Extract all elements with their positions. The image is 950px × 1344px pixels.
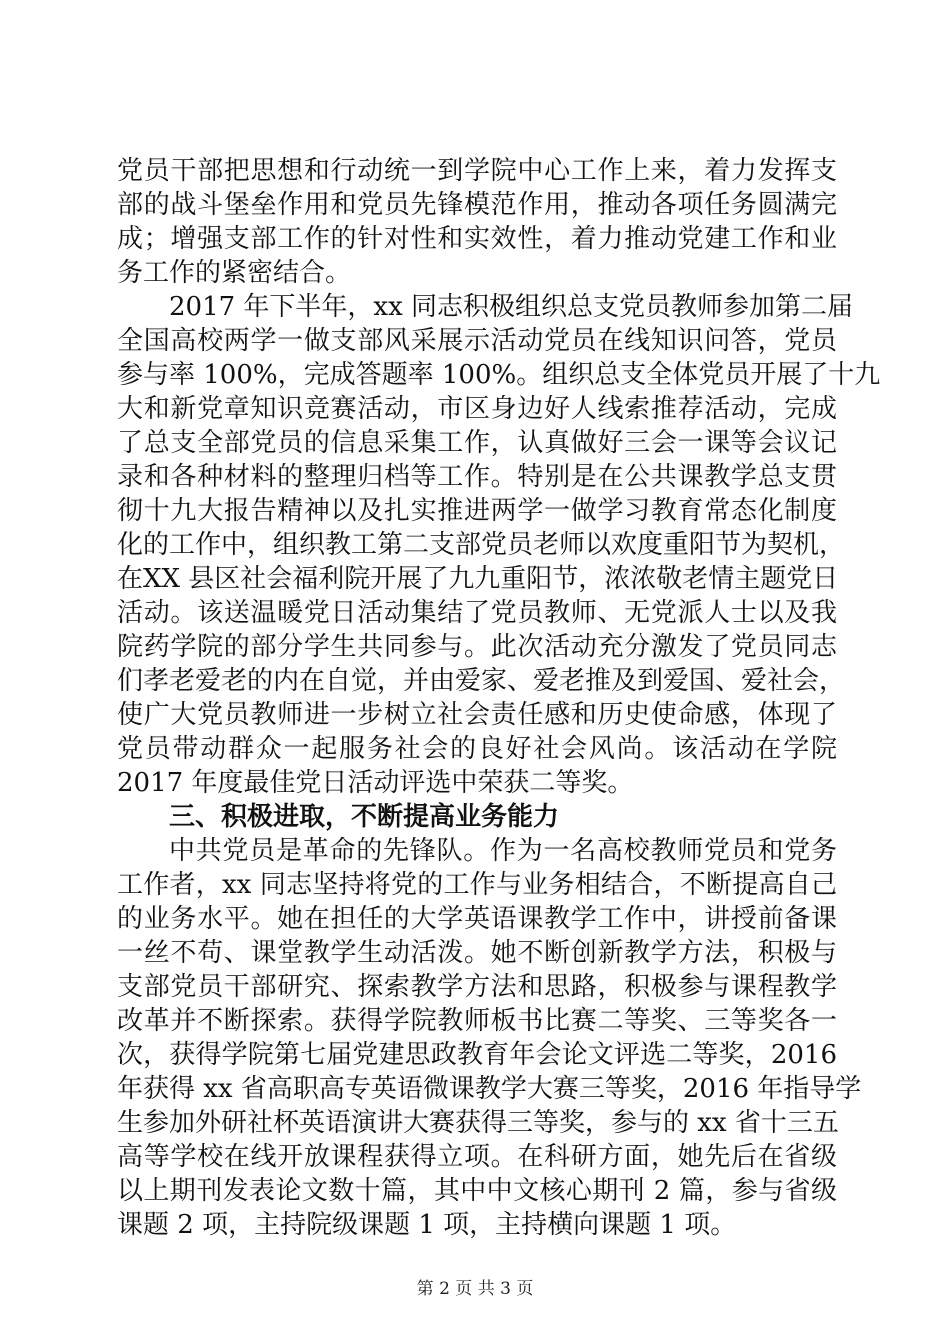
text-line: 大和新党章知识竞赛活动，市区身边好人线索推荐活动，完成 [117,394,837,424]
text-line: 录和各种材料的整理归档等工作。特别是在公共课教学总支贯 [117,462,837,492]
text-line: 生参加外研社杯英语演讲大赛获得三等奖，参与的 xx 省十三五 [117,1108,839,1138]
text-line: 课题 2 项，主持院级课题 1 项，主持横向课题 1 项。 [117,1210,737,1240]
section-heading: 三、积极进取，不断提高业务能力 [169,802,560,832]
text-line: 参与率 100%，完成答题率 100%。组织总支全体党员开展了十九 [117,360,881,390]
text-line: 工作者，xx 同志坚持将党的工作与业务相结合，不断提高自己 [117,870,837,900]
paragraph-2 [117,290,881,800]
text-line: 院药学院的部分学生共同参与。此次活动充分激发了党员同志 [117,632,837,662]
text-line: 改革并不断探索。获得学院教师板书比赛二等奖、三等奖各一 [117,1006,837,1036]
text-line: 部的战斗堡垒作用和党员先锋模范作用，推动各项任务圆满完 [117,190,837,220]
text-line: 年获得 xx 省高职高专英语微课教学大赛三等奖，2016 年指导学 [117,1074,862,1104]
text-line: 中共党员是革命的先锋队。作为一名高校教师党员和党务 [169,836,837,866]
document-body [117,154,881,1242]
text-line: 以上期刊发表论文数十篇，其中中文核心期刊 2 篇，参与省级 [117,1176,837,1206]
text-line: 支部党员干部研究、探索教学方法和思路，积极参与课程教学 [117,972,837,1002]
text-line: 的业务水平。她在担任的大学英语课教学工作中，讲授前备课 [117,904,837,934]
text-line: 党员带动群众一起服务社会的良好社会风尚。该活动在学院 [117,734,837,764]
text-line: 了总支全部党员的信息采集工作，认真做好三会一课等会议记 [117,428,837,458]
text-line: 全国高校两学一做支部风采展示活动党员在线知识问答，党员 [117,326,837,356]
page-footer: 第 2 页 共 3 页 [416,1279,534,1299]
text-line: 务工作的紧密结合。 [117,258,352,288]
text-line: 们孝老爱老的内在自觉，并由爱家、爱老推及到爱国、爱社会， [117,666,846,696]
paragraph-1 [117,154,837,290]
text-line: 次，获得学院第七届党建思政教育年会论文评选二等奖，2016 [117,1040,837,1070]
text-line: 高等学校在线开放课程获得立项。在科研方面，她先后在省级 [117,1142,837,1172]
text-line: 彻十九大报告精神以及扎实推进两学一做学习教育常态化制度 [117,496,837,526]
text-line: 在XX 县区社会福利院开展了九九重阳节，浓浓敬老情主题党日 [117,564,839,594]
text-line: 2017 年下半年，xx 同志积极组织总支党员教师参加第二届 [169,292,854,322]
text-line: 成；增强支部工作的针对性和实效性，着力推动党建工作和业 [117,224,837,254]
text-line: 2017 年度最佳党日活动评选中荣获二等奖。 [117,768,634,798]
text-line: 使广大党员教师进一步树立社会责任感和历史使命感，体现了 [117,700,837,730]
text-line: 一丝不苟、课堂教学生动活泼。她不断创新教学方法，积极与 [117,938,837,968]
text-line: 活动。该送温暖党日活动集结了党员教师、无党派人士以及我 [117,598,837,628]
paragraph-3 [117,834,862,1242]
text-line: 党员干部把思想和行动统一到学院中心工作上来，着力发挥支 [117,156,837,186]
text-line: 化的工作中，组织教工第二支部党员老师以欢度重阳节为契机， [117,530,846,560]
